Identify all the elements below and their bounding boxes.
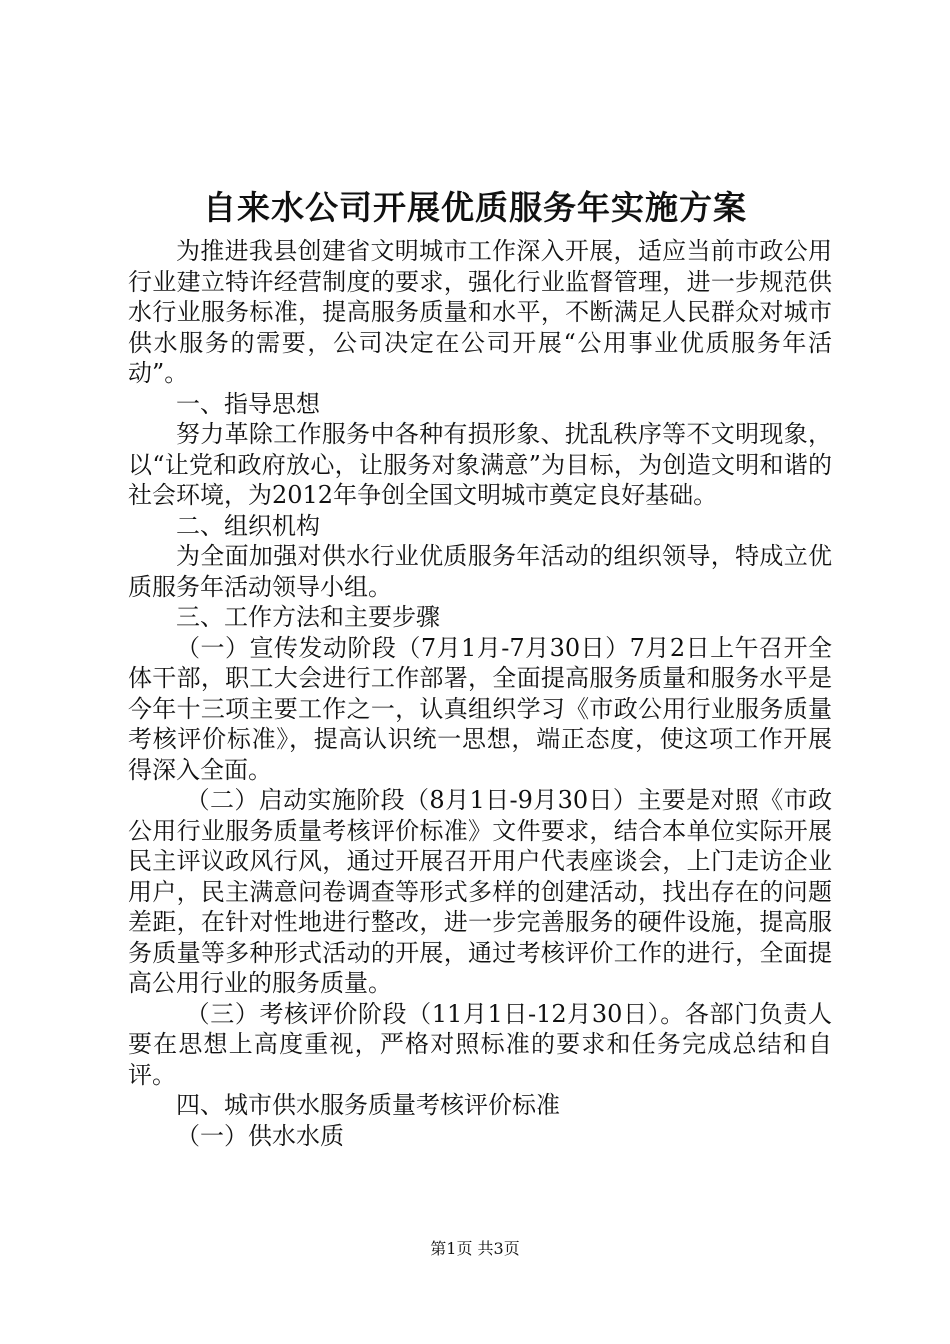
paragraph-stage-implementation: （二）启动实施阶段（8月1日-9月30日）主要是对照《市政公用行业服务质量考核评价标准》文件要求，结合本单位实际开展民主评议政风行风，通过开展召开用户代表座谈会，上门走访企业用户，民主满意问卷调查等形式多样的创建活动，找出存在的问题差距，在针对性地进行整改，进一步完善服务的硬件设施，提高服务质量等多种形式活动的开展，通过考核评价工作的进行，全面提高公用行业的服务质量。 (128, 786, 832, 997)
paragraph-intro: 为推进我县创建省文明城市工作深入开展，适应当前市政公用行业建立特许经营制度的要求，强化行业监督管理，进一步规范供水行业服务标准，提高服务质量和水平，不断满足人民群众对城市供水服务的需要，公司决定在公司开展“公用事业优质服务年活动”。 (128, 237, 832, 387)
paragraph-organization: 为全面加强对供水行业优质服务年活动的组织领导，特成立优质服务年活动领导小组。 (128, 542, 832, 601)
document-body (128, 236, 832, 1151)
heading-evaluation-standards: 四、城市供水服务质量考核评价标准 (176, 1091, 560, 1119)
paragraph-stage-evaluation: （三）考核评价阶段（11月1日-12月30日）。各部门负责人要在思想上高度重视，严格对照标准的要求和任务完成总结和自评。 (128, 999, 832, 1089)
document-title: 自来水公司开展优质服务年实施方案 (203, 188, 747, 227)
paragraph-guiding-ideology: 努力革除工作服务中各种有损形象、扰乱秩序等不文明现象，以“让党和政府放心，让服务对象满意”为目标，为创造文明和谐的社会环境，为2012年争创全国文明城市奠定良好基础。 (128, 420, 832, 509)
heading-methods-steps: 三、工作方法和主要步骤 (176, 603, 440, 631)
page-footer: 第1页 共3页 (430, 1239, 520, 1258)
heading-organization: 二、组织机构 (176, 511, 320, 540)
paragraph-stage-publicity: （一）宣传发动阶段（7月1月-7月30日）7月2日上午召开全体干部，职工大会进行工作部署，全面提高服务质量和服务水平是今年十三项主要工作之一，认真组织学习《市政公用行业服务质量考核评价标准》，提高认识统一思想，端正态度，使这项工作开展得深入全面。 (128, 633, 832, 784)
subheading-water-quality: （一）供水水质 (176, 1121, 344, 1150)
heading-guiding-ideology: 一、指导思想 (176, 389, 320, 418)
